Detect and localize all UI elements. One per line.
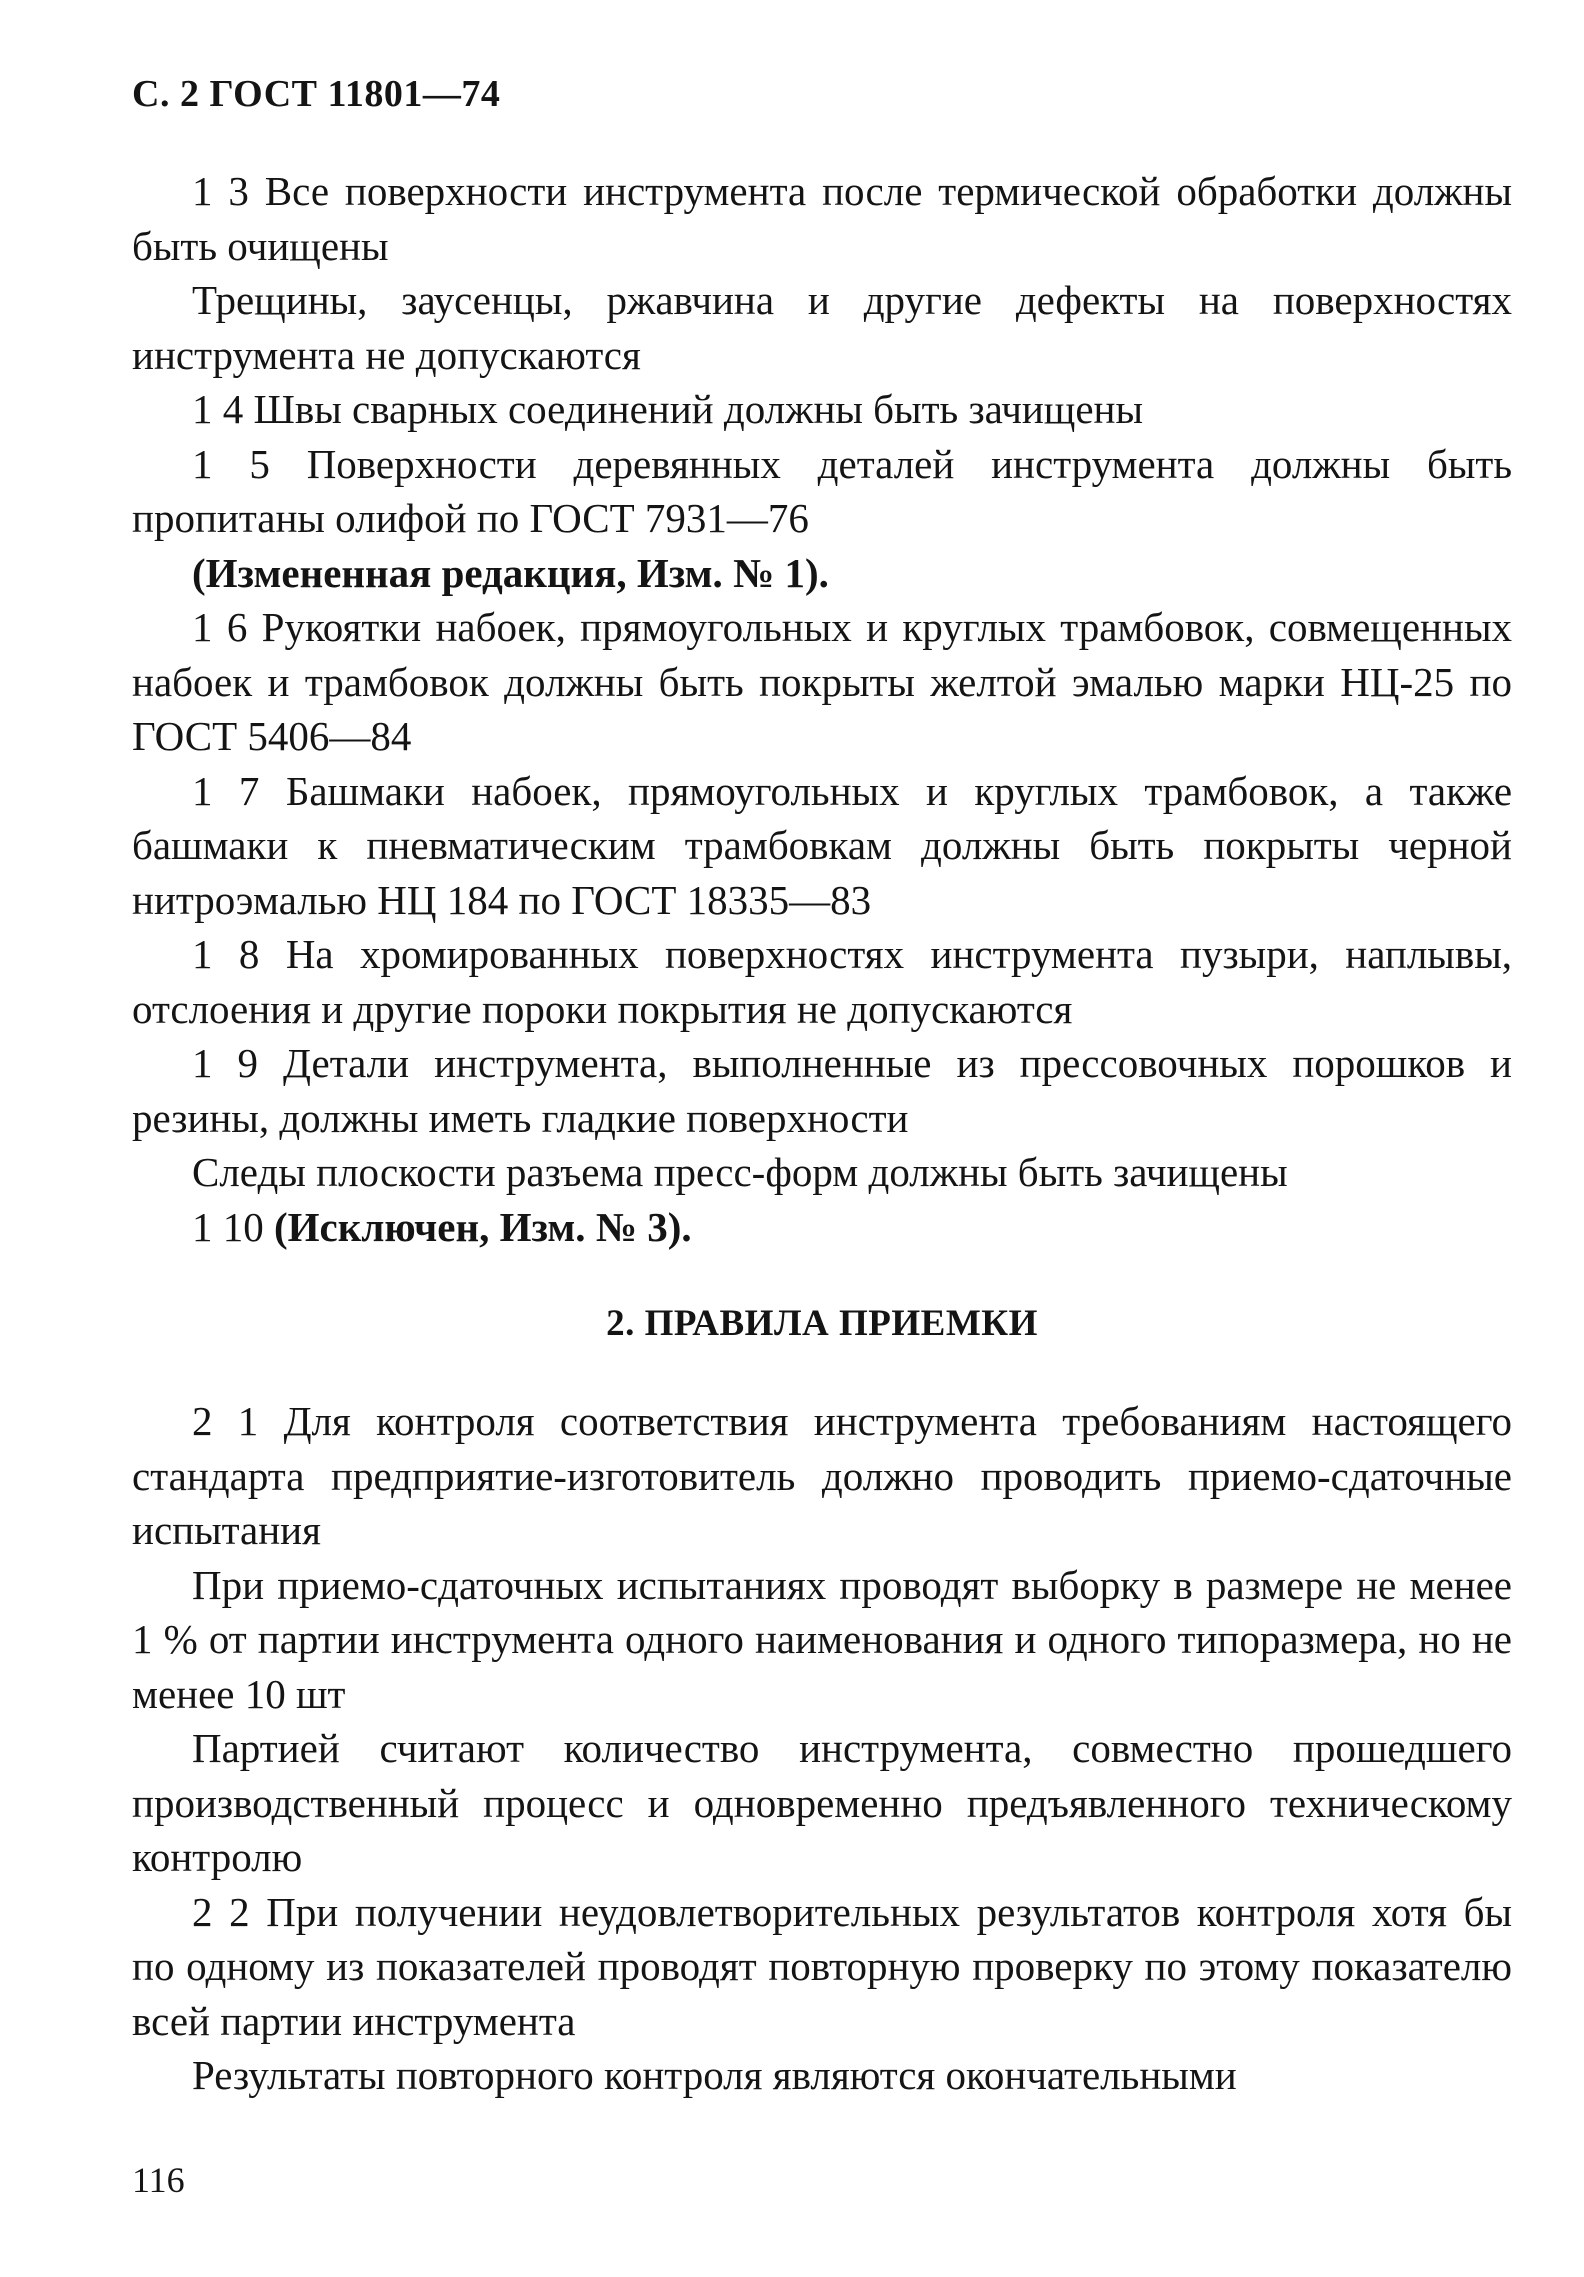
document-page bbox=[132, 70, 1512, 2103]
paragraph-1-9-cont bbox=[132, 1145, 1512, 1200]
paragraph-text: Поверхности деревянных деталей инструмента должны быть пропитаны олифой по ГОСТ 7931—76 bbox=[132, 440, 1513, 541]
item-number: 2 1 bbox=[192, 1398, 259, 1444]
paragraph-1-5 bbox=[132, 437, 1512, 546]
item-number: 1 9 bbox=[192, 1040, 259, 1086]
paragraph-1-3-cont bbox=[132, 273, 1512, 382]
paragraph-text: При получении неудовлетворительных результатов контроля хотя бы по одному из показателей проводят повторную проверку по этому показателю всей партии инструмента bbox=[132, 1888, 1512, 2044]
paragraph-text: Башмаки набоек, прямоугольных и круглых трамбовок, а также башмаки к пневматическим трамбовкам должны быть покрыты черной нитроэмалью НЦ 184 по ГОСТ 18335—83 bbox=[132, 767, 1513, 923]
paragraph-text: При приемо-сдаточных испытаниях проводят выборку в размере не менее 1 % от партии инструмента одного наименования и одного типоразмера, но не менее 10 шт bbox=[132, 1561, 1512, 1717]
item-number: 1 8 bbox=[192, 931, 260, 977]
item-number: 1 7 bbox=[192, 767, 260, 814]
section-title: 2. ПРАВИЛА ПРИЕМКИ bbox=[606, 1303, 1038, 1344]
paragraph-text: Для контроля соответствия инструмента требованиям настоящего стандарта предприятие-изготовитель должно проводить приемо-сдаточные испытания bbox=[132, 1398, 1513, 1553]
paragraph-1-7 bbox=[132, 764, 1512, 928]
paragraph-text: На хромированных поверхностях инструмента пузыри, наплывы, отслоения и другие пороки покрытия не допускаются bbox=[132, 931, 1513, 1032]
paragraph-1-8 bbox=[132, 927, 1512, 1036]
amendment-note-1: (Измененная редакция, Изм. № 1). bbox=[192, 549, 829, 596]
paragraph-text: Все поверхности инструмента после термической обработки должны быть очищены bbox=[132, 168, 1513, 269]
paragraph-text: Следы плоскости разъема пресс-форм должны быть зачищены bbox=[192, 1149, 1288, 1195]
paragraph-1-4 bbox=[132, 382, 1512, 437]
item-number: 1 3 bbox=[192, 168, 249, 214]
paragraph-1-6 bbox=[132, 600, 1512, 764]
excluded-note: (Исключен, Изм. № 3). bbox=[274, 1203, 692, 1250]
paragraph-1-9 bbox=[132, 1036, 1512, 1145]
page-number: 116 bbox=[132, 2160, 185, 2200]
paragraph-text: Трещины, заусенцы, ржавчина и другие дефекты на поверхностях инструмента не допускаются bbox=[132, 277, 1512, 378]
paragraph-2-1-batch bbox=[132, 1721, 1512, 1885]
item-number: 1 6 bbox=[192, 604, 248, 650]
paragraph-text: Швы сварных соединений должны быть зачищены bbox=[253, 386, 1144, 432]
paragraph-text: Партией считают количество инструмента, совместно прошедшего производственный процесс и одновременно предъявленного техническому контролю bbox=[132, 1725, 1512, 1880]
paragraph-text: Детали инструмента, выполненные из прессовочных порошков и резины, должны иметь гладкие поверхности bbox=[132, 1040, 1513, 1141]
page-header: С. 2 ГОСТ 11801—74 bbox=[132, 73, 501, 115]
item-number: 1 4 bbox=[192, 386, 244, 432]
item-number: 1 5 bbox=[192, 440, 270, 487]
paragraph-1-10 bbox=[132, 1200, 1512, 1255]
item-number: 1 10 bbox=[192, 1203, 264, 1250]
paragraph-text: Рукоятки набоек, прямоугольных и круглых трамбовок, совмещенных набоек и трамбовок должны быть покрыты желтой эмалью марки НЦ-25 по ГОСТ 5406—84 bbox=[132, 604, 1512, 759]
paragraph-2-2 bbox=[132, 1885, 1512, 2049]
paragraph-1-3 bbox=[132, 164, 1512, 273]
paragraph-text: Результаты повторного контроля являются окончательными bbox=[192, 2052, 1237, 2098]
item-number: 2 2 bbox=[192, 1888, 250, 1935]
paragraph-2-1-sample bbox=[132, 1558, 1512, 1722]
paragraph-2-1 bbox=[132, 1394, 1512, 1558]
paragraph-2-2-cont bbox=[132, 2048, 1512, 2103]
